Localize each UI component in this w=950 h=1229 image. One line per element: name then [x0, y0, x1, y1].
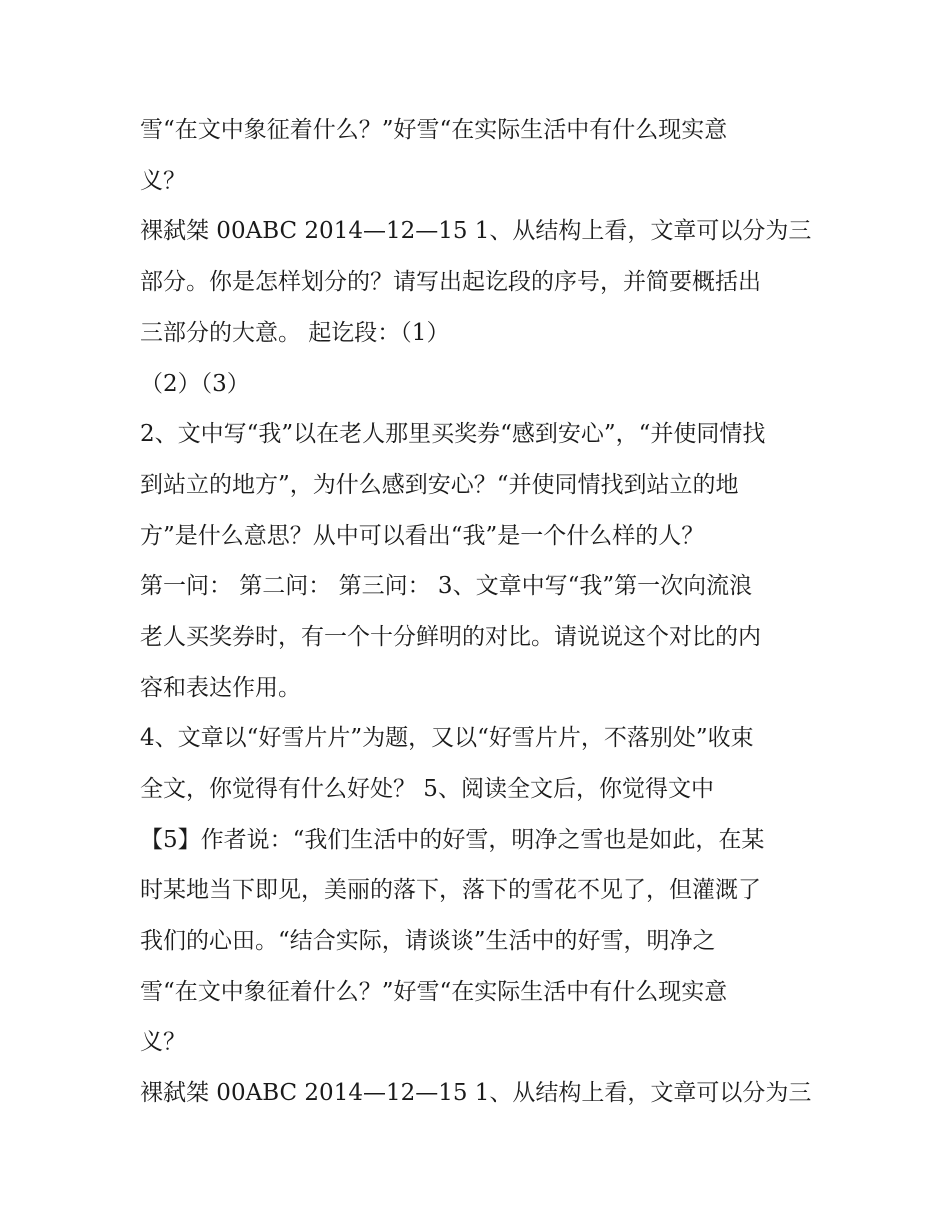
text-line: 老人买奖券时，有一个十分鲜明的对比。请说说这个对比的内 — [140, 624, 761, 650]
text-line: （2）（3） — [140, 371, 250, 397]
text-line: 方”是什么意思？从中可以看出“我”是一个什么样的人？ — [140, 523, 705, 549]
text-line: 全文，你觉得有什么好处？ 5、阅读全文后，你觉得文中 — [140, 776, 714, 802]
text-line: 第一问： 第二问： 第三问： 3、文章中写“我”第一次向流浪 — [140, 573, 753, 599]
text-line: 2、文中写“我”以在老人那里买奖券“感到安心”，“并使同情找 — [140, 421, 766, 447]
text-line: 义？ — [140, 1029, 186, 1055]
text-line: 到站立的地方”，为什么感到安心？“并使同情找到站立的地 — [140, 472, 739, 498]
text-line: 裸弑桀 00ABC 2014—12—15 1、从结构上看，文章可以分为三 — [140, 1080, 812, 1106]
text-line: 义？ — [140, 168, 186, 194]
text-line: 【5】作者说：“我们生活中的好雪，明净之雪也是如此，在某 — [140, 827, 765, 853]
text-line: 时某地当下即见，美丽的落下，落下的雪花不见了，但灌溉了 — [140, 877, 761, 903]
text-line: 我们的心田。“结合实际，请谈谈”生活中的好雪，明净之 — [140, 928, 716, 954]
text-line: 雪“在文中象征着什么？”好雪“在实际生活中有什么现实意 — [140, 117, 728, 143]
text-line: 容和表达作用。 — [140, 675, 301, 701]
text-line: 雪“在文中象征着什么？”好雪“在实际生活中有什么现实意 — [140, 979, 728, 1005]
text-line: 部分。你是怎样划分的？请写出起讫段的序号，并简要概括出 — [140, 269, 761, 295]
text-line: 三部分的大意。 起讫段：（1） — [140, 320, 450, 346]
text-line: 裸弑桀 00ABC 2014—12—15 1、从结构上看，文章可以分为三 — [140, 218, 812, 244]
text-line: 4、文章以“好雪片片”为题，又以“好雪片片，不落别处”收束 — [140, 725, 754, 751]
